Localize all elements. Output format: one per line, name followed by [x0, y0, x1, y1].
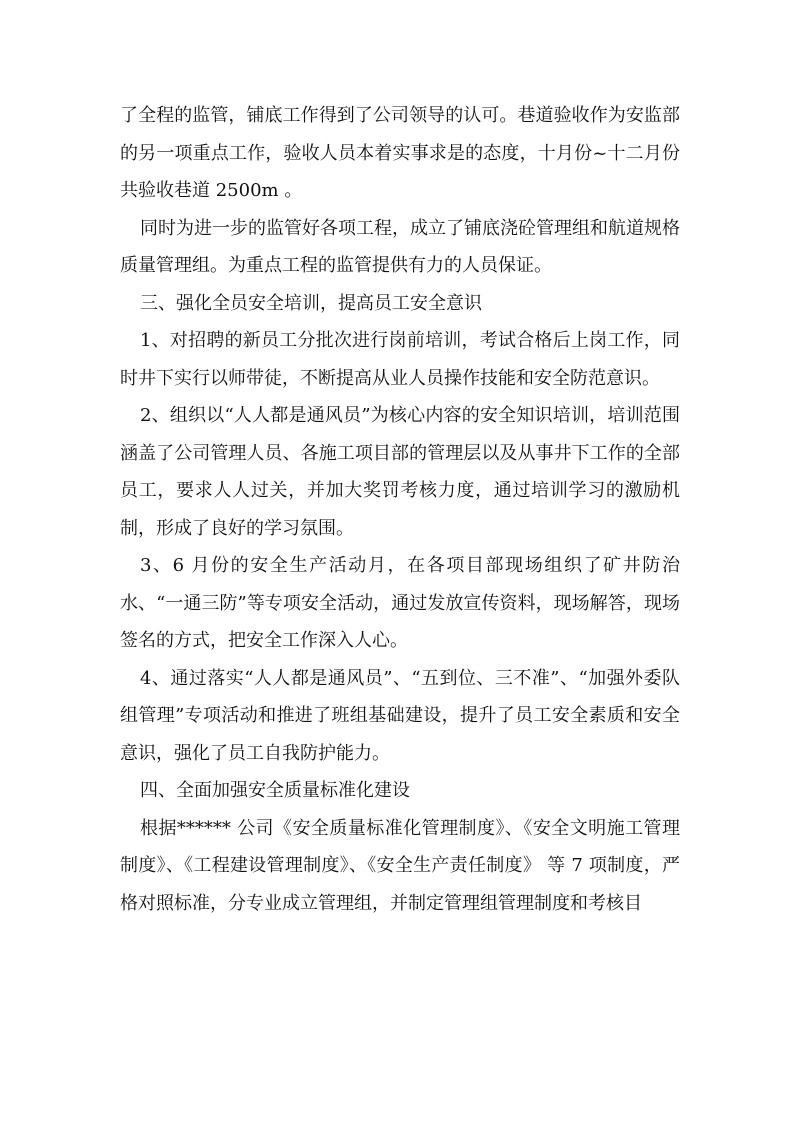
section-heading-safety-training: 三、强化全员安全培训，提高员工安全意识 [140, 292, 482, 314]
list-item-3-safety-month: 3、6 月份的安全生产活动月，在各项目部现场组织了矿井防治水、“一通三防”等专项安全活动，通过发放宣传资料，现场解答，现场签名的方式，把安全工作深入人心。 [120, 555, 680, 651]
list-item-2-ventilation-training: 2、组织以“人人都是通风员”为核心内容的安全知识培训，培训范围涵盖了公司管理人员、各施工项目部的管理层以及从事井下工作的全部员工，要求人人过关，并加大奖罚考核力度，通过培训学习的激励机制，形成了良好的学习氛围。 [120, 405, 680, 539]
document-body [120, 97, 680, 922]
paragraph-continued-supervision: 了全程的监管，铺底工作得到了公司领导的认可。巷道验收作为安监部的另一项重点工作，验收人员本着实事求是的态度，十月份~十二月份共验收巷道 2500m 。 [120, 105, 680, 201]
paragraph-management-groups: 同时为进一步的监管好各项工程，成立了铺底浇砼管理组和航道规格质量管理组。为重点工程的监管提供有力的人员保证。 [120, 217, 680, 276]
list-item-4-special-activities: 4、通过落实“人人都是通风员”、“五到位、三不准”、“加强外委队组管理”专项活动和推进了班组基础建设，提升了员工安全素质和安全意识，强化了员工自我防护能力。 [120, 667, 680, 764]
list-item-1-onboarding-training: 1、对招聘的新员工分批次进行岗前培训，考试合格后上岗工作，同时井下实行以师带徒，不断提高从业人员操作技能和安全防范意识。 [120, 330, 680, 389]
section-heading-standardization: 四、全面加强安全质量标准化建设 [140, 780, 410, 801]
paragraph-regulations: 根据****** 公司《安全质量标准化管理制度》、《安全文明施工管理制度》、《工程建设管理制度》、《安全生产责任制度》 等 7 项制度，严格对照标准，分专业成立管理组，并制定管理组管理制度和考核目 [120, 817, 681, 914]
